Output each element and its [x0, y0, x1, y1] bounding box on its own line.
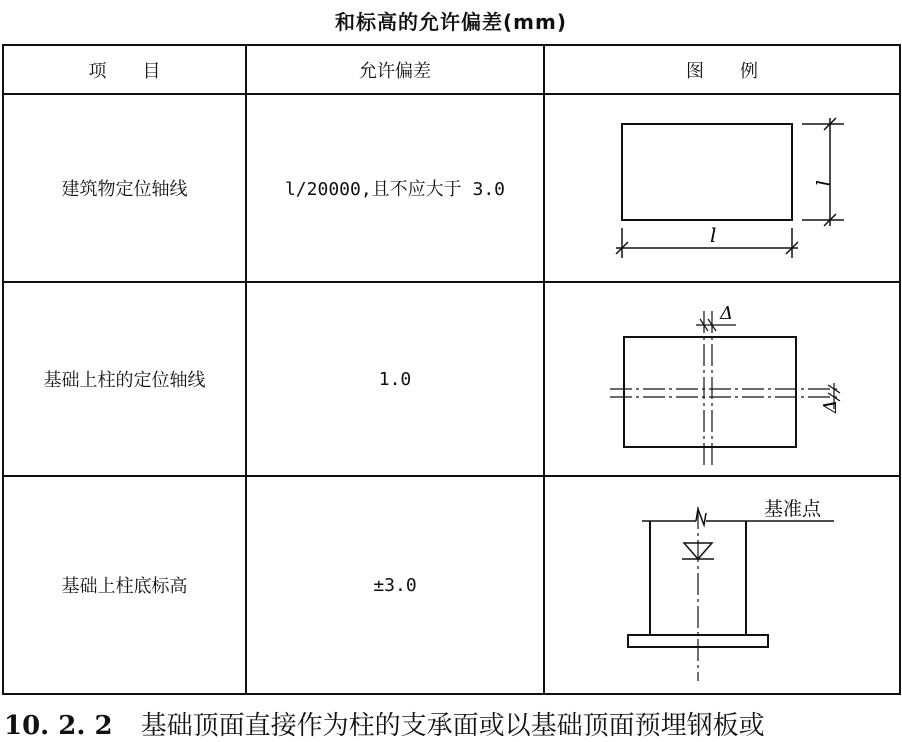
header-figure: 图 例	[544, 45, 900, 94]
header-tolerance: 允许偏差	[246, 45, 544, 94]
row-figure	[544, 282, 900, 476]
footer-text-line	[4, 705, 765, 742]
building-outline	[622, 124, 792, 220]
section-text: 基础顶面直接作为柱的支承面或以基础顶面预埋钢板或	[140, 711, 765, 741]
row-figure	[544, 476, 900, 694]
row-tolerance: l/20000,且不应大于 3.0	[246, 94, 544, 282]
row-item: 基础上柱底标高	[3, 476, 246, 694]
row-item: 建筑物定位轴线	[3, 94, 246, 282]
table-header-row	[3, 45, 900, 94]
row-tolerance: 1.0	[246, 282, 544, 476]
row-item: 基础上柱的定位轴线	[3, 282, 246, 476]
table-row	[3, 94, 900, 282]
side-delta-label: Δ	[820, 400, 841, 413]
row-tolerance: ±3.0	[246, 476, 544, 694]
side-length-label: l	[811, 180, 835, 187]
top-delta-label: Δ	[720, 303, 733, 324]
building-axis-diagram	[552, 108, 892, 268]
bottom-length-label: l	[710, 223, 717, 247]
section-number: 10. 2. 2	[4, 711, 113, 741]
row-figure	[544, 94, 900, 282]
table-row	[3, 282, 900, 476]
tolerance-table	[2, 44, 901, 695]
table-row	[3, 476, 900, 694]
column-outline	[624, 337, 796, 447]
header-item: 项 目	[3, 45, 246, 94]
table-caption: 和标高的允许偏差(mm)	[335, 10, 567, 34]
column-axis-diagram	[552, 289, 892, 469]
datum-label: 基准点	[764, 498, 822, 520]
column-elevation-diagram	[552, 485, 892, 685]
